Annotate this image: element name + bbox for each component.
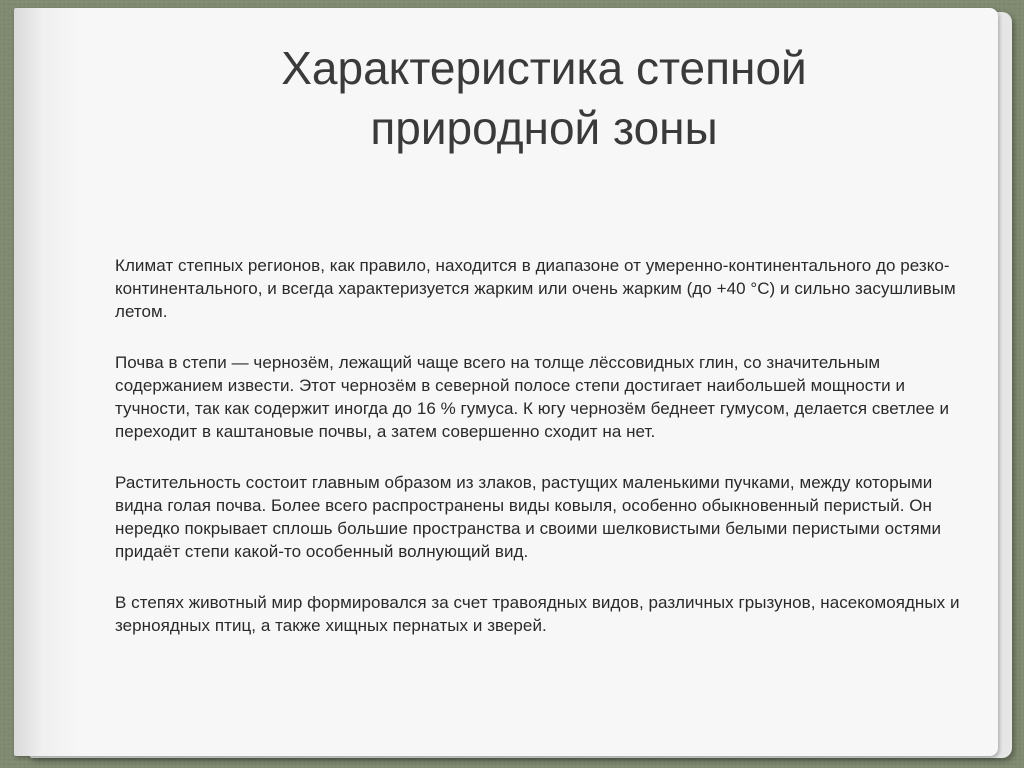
paragraph-climate: Климат степных регионов, как правило, находится в диапазоне от умеренно-континентального до резко-континентального, и всегда характеризуется жарким или очень жарким (до +40 °С) и сильно засушливым летом.: [115, 256, 956, 321]
paragraph-soil: Почва в степи — чернозём, лежащий чаще всего на толще лёссовидных глин, со значительным содержанием извести. Этот чернозём в северной полосе степи достигает наибольшей мощности и тучности, так как содержит иногда до 16 % гумуса. К югу чернозём беднеет гумусом, делается светлее и переходит в каштановые почвы, а затем совершенно сходит на нет.: [115, 353, 949, 441]
title-line-2: природной зоны: [370, 102, 718, 154]
title-line-1: Характеристика степной: [281, 42, 807, 94]
paragraph-fauna: В степях животный мир формировался за счет травоядных видов, различных грызунов, насекомоядных и зерноядных птиц, а также хищных пернатых и зверей.: [115, 593, 960, 635]
paragraph-vegetation: Растительность состоит главным образом из злаков, растущих маленькими пучками, между которыми видна голая почва. Более всего распространены виды ковыля, особенно обыкновенный перистый. Он нередко покрывает сплошь большие пространства и своими шелковистыми белыми перистыми остями придаёт степи какой-то особенный волнующий вид.: [115, 473, 942, 561]
page-title: [114, 38, 974, 158]
body-text: [115, 254, 975, 665]
slide-page: [14, 8, 998, 756]
